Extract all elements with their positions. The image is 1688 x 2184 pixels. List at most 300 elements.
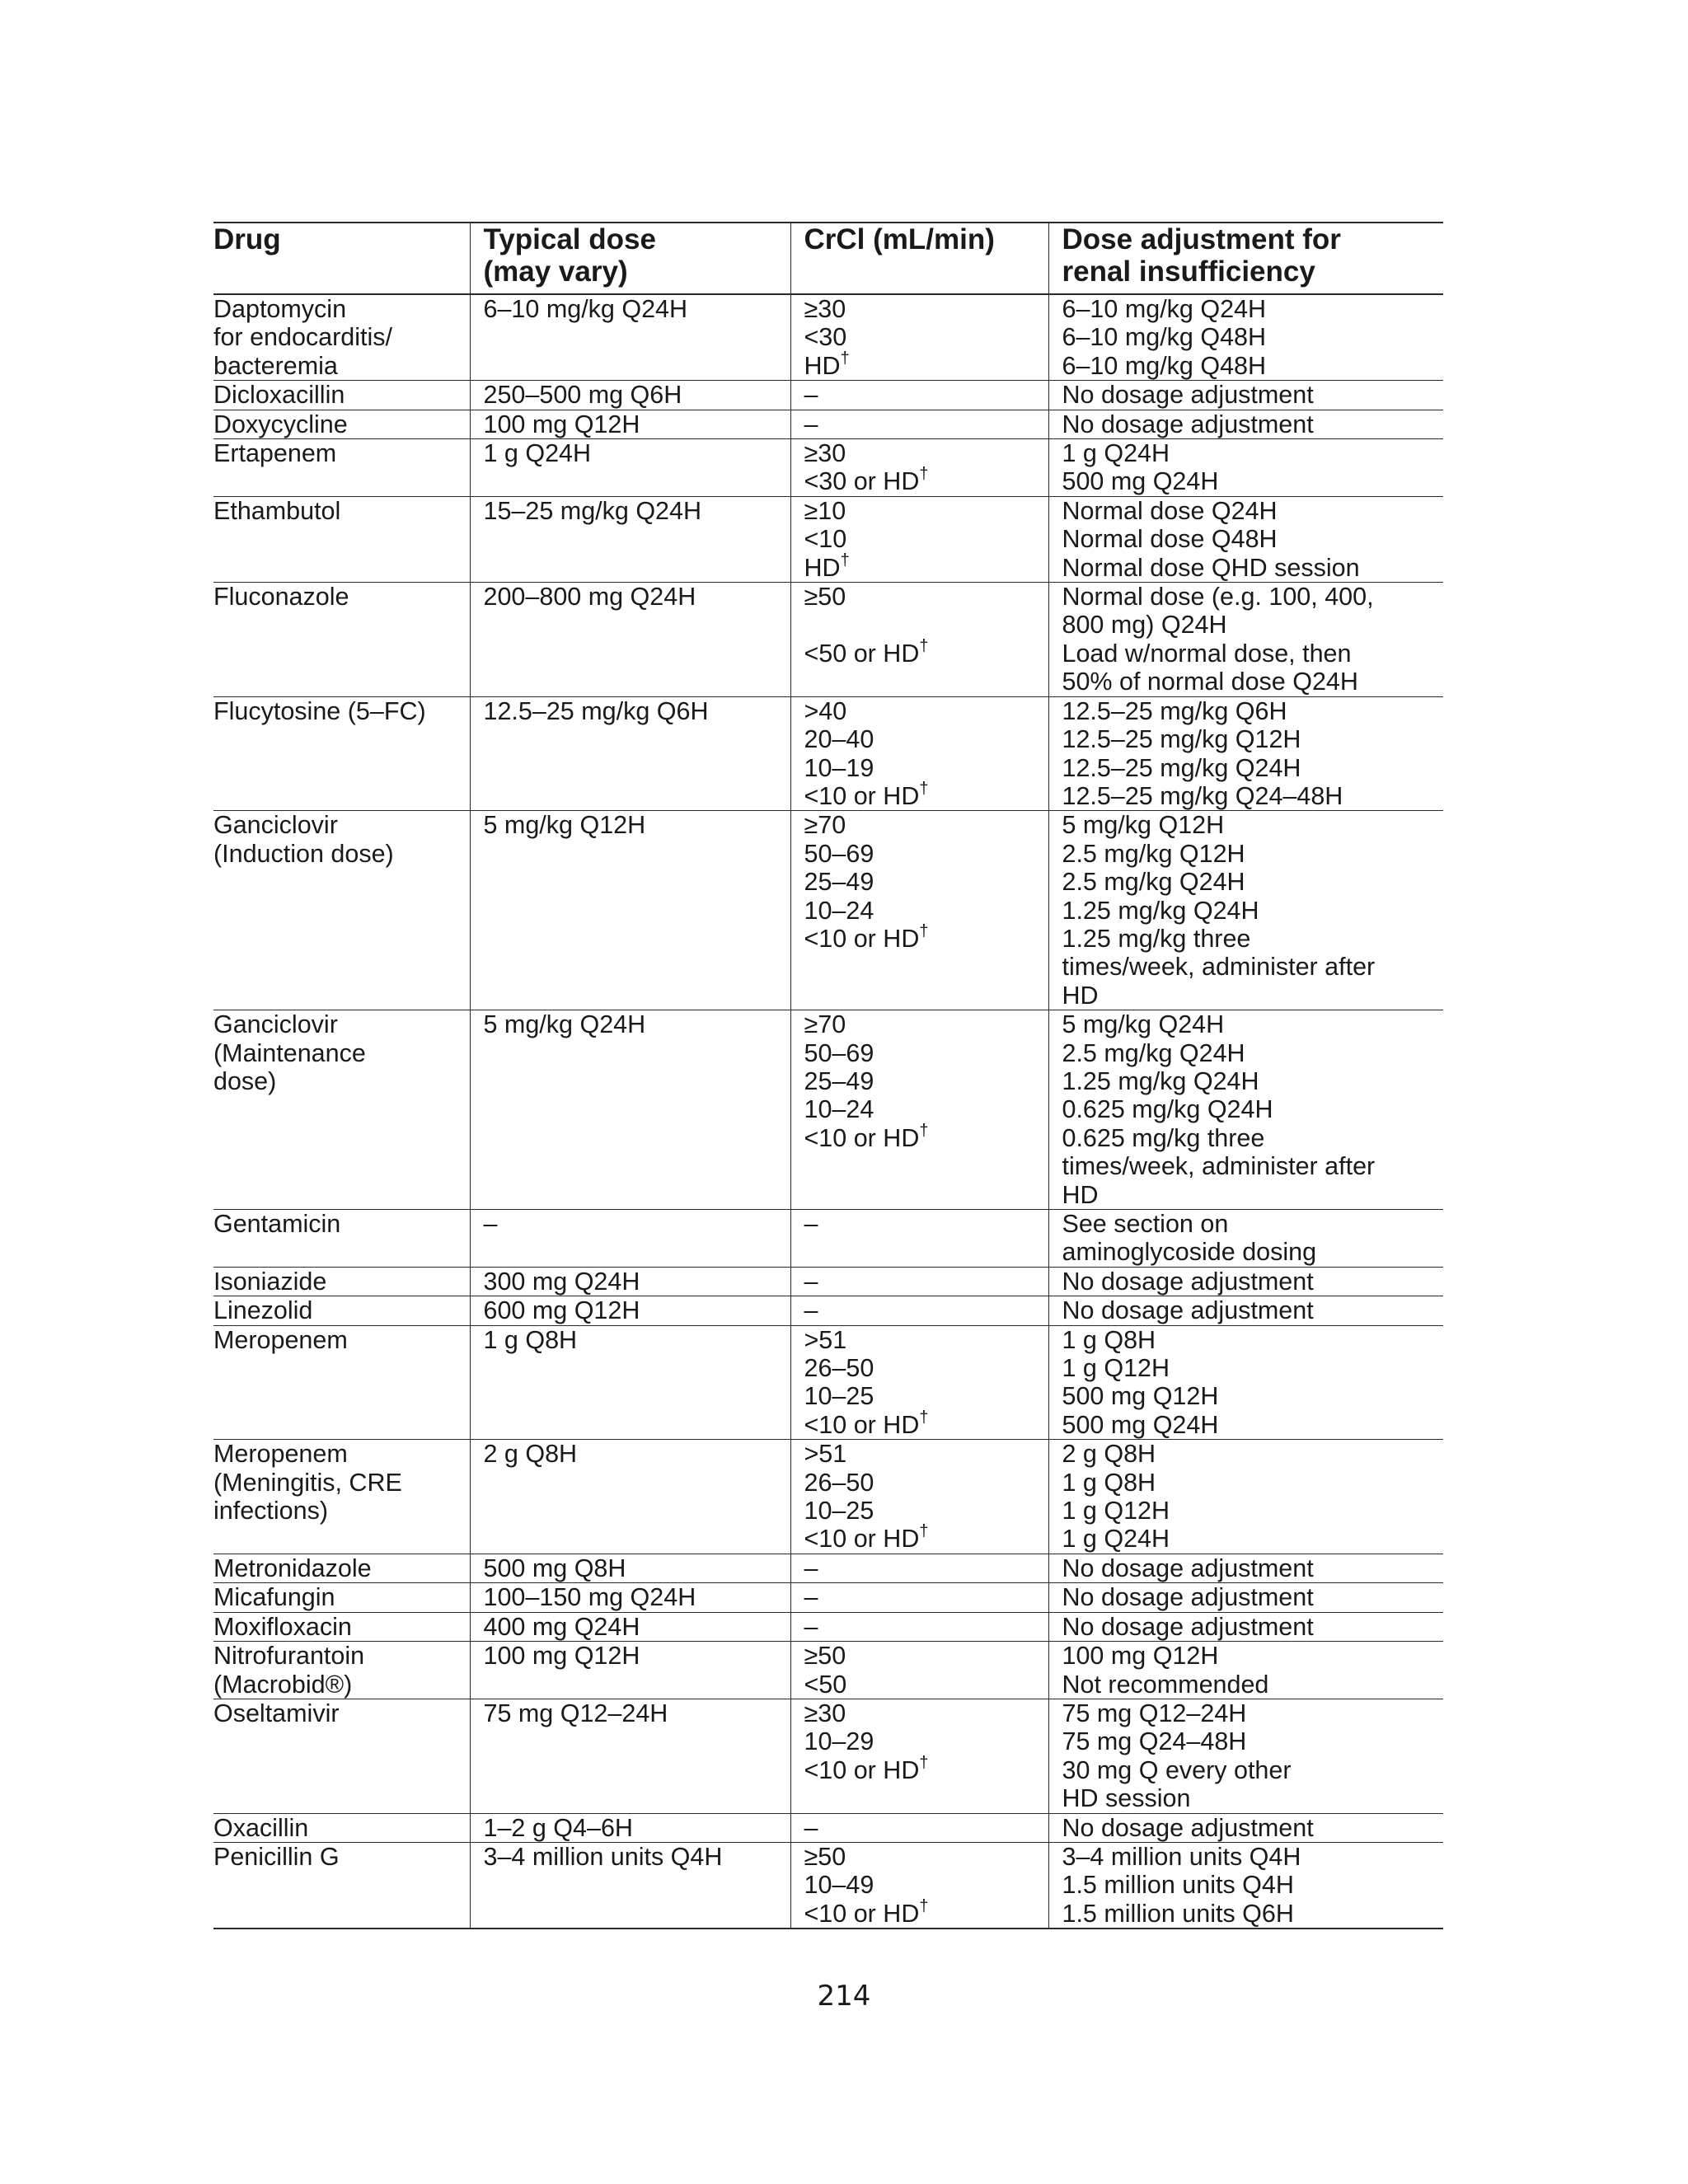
typical-dose-line: 600 mg Q12H [483,1296,640,1325]
drug-name-line: (Macrobid®) [213,1670,353,1699]
crcl-value: 10–24 [804,1095,874,1124]
table-row [213,1583,1443,1612]
drug-name-line: dose) [213,1066,277,1095]
drug-name-line: Gentamicin [213,1210,341,1238]
crcl-value: – [804,1296,818,1325]
renal-dosing-table [213,222,1443,1929]
crcl-value: ≥10 [804,496,846,525]
dose-adjustment-line: No dosage adjustment [1062,1612,1314,1641]
crcl-line [804,1522,1048,1554]
typical-dose-cell [470,1267,790,1296]
dose-adjustment-line: 12.5–25 mg/kg Q6H [1062,696,1287,725]
crcl-line [804,467,1048,495]
dose-adjustment-cell [1048,1325,1443,1440]
typical-dose-line: 12.5–25 mg/kg Q6H [483,696,709,725]
crcl-value: <10 or HD [804,1123,920,1152]
crcl-value: ≥70 [804,1010,846,1039]
drug-cell [213,1267,470,1296]
typical-dose-cell [470,1210,790,1268]
crcl-line [804,811,1048,839]
drug-cell [213,496,470,582]
drug-name-line: Ertapenem [213,439,337,468]
table-row [213,1296,1443,1325]
dagger-footnote-mark: † [919,1896,929,1915]
table-row [213,1440,1443,1554]
crcl-value: ≥30 [804,295,846,323]
typical-dose-cell [470,1010,790,1210]
crcl-line [804,1613,1048,1641]
typical-dose-line: 5 mg/kg Q24H [483,1010,646,1039]
table-row [213,1842,1443,1929]
crcl-value: HD [804,553,841,582]
drug-cell [213,1296,470,1325]
crcl-cell [790,583,1048,697]
typical-dose-line: 75 mg Q12–24H [483,1699,668,1727]
crcl-line [804,1583,1048,1611]
typical-dose-line: 2 g Q8H [483,1440,578,1469]
crcl-line [804,1871,1048,1899]
dagger-footnote-mark: † [919,465,929,484]
crcl-line [804,754,1048,782]
crcl-value: 10–25 [804,1382,874,1411]
dagger-footnote-mark: † [919,779,929,798]
drug-name-line: Isoniazide [213,1267,327,1296]
crcl-value: 10–19 [804,753,874,782]
drug-cell [213,1842,470,1929]
header-typical-dose: Typical dose (may vary) [470,223,790,294]
crcl-cell [790,1210,1048,1268]
crcl-line [804,1039,1048,1067]
drug-name-line: Ganciclovir [213,1010,338,1039]
crcl-line [804,410,1048,438]
dose-adjustment-cell [1048,1612,1443,1641]
drug-cell [213,696,470,811]
drug-cell [213,1612,470,1641]
crcl-line [804,439,1048,467]
table-row [213,811,1443,1010]
table-row [213,1325,1443,1440]
crcl-value: 50–69 [804,839,874,868]
dose-adjustment-line: No dosage adjustment [1062,1813,1314,1842]
dose-adjustment-cell [1048,1554,1443,1582]
crcl-line [804,1268,1048,1296]
crcl-line [804,1121,1048,1152]
dagger-footnote-mark: † [919,636,929,655]
crcl-line [804,349,1048,380]
table-row [213,583,1443,697]
dose-adjustment-cell [1048,1642,1443,1699]
crcl-line [804,323,1048,351]
drug-cell [213,1554,470,1582]
dose-adjustment-line: 75 mg Q24–48H [1062,1727,1247,1756]
crcl-value: <50 or HD [804,639,920,668]
dose-adjustment-line: 1 g Q24H [1062,439,1170,468]
dose-adjustment-cell [1048,294,1443,381]
crcl-cell [790,381,1048,410]
drug-cell [213,1440,470,1554]
drug-name-line: (Induction dose) [213,839,394,868]
dose-adjustment-line: Normal dose QHD session [1062,553,1360,582]
crcl-cell [790,1813,1048,1842]
crcl-line [804,1210,1048,1238]
table-row [213,1010,1443,1210]
crcl-value: >40 [804,696,847,725]
crcl-value: <10 [804,525,847,554]
crcl-line [804,921,1048,953]
dose-adjustment-line: No dosage adjustment [1062,381,1314,410]
dose-adjustment-line: aminoglycoside dosing [1062,1238,1317,1267]
table-row [213,1813,1443,1842]
crcl-cell [790,696,1048,811]
dagger-footnote-mark: † [919,1121,929,1140]
crcl-line [804,1010,1048,1038]
dose-adjustment-cell [1048,1210,1443,1268]
typical-dose-cell [470,496,790,582]
crcl-value: 25–49 [804,1066,874,1095]
crcl-cell [790,410,1048,438]
typical-dose-cell [470,696,790,811]
dose-adjustment-line: 12.5–25 mg/kg Q12H [1062,725,1301,754]
crcl-line [804,1382,1048,1410]
dose-adjustment-line: 30 mg Q every other [1062,1755,1292,1784]
drug-name-line: Nitrofurantoin [213,1642,365,1671]
typical-dose-line: 500 mg Q8H [483,1554,626,1582]
dose-adjustment-line: 12.5–25 mg/kg Q24–48H [1062,781,1343,810]
crcl-value: 10–49 [804,1871,874,1900]
drug-cell [213,1583,470,1612]
dose-adjustment-line: 100 mg Q12H [1062,1642,1219,1671]
drug-cell [213,1210,470,1268]
crcl-cell [790,294,1048,381]
typical-dose-line: 100 mg Q12H [483,410,640,438]
dose-adjustment-line: 3–4 million units Q4H [1062,1842,1301,1871]
dose-adjustment-cell [1048,1842,1443,1929]
crcl-value: – [804,1583,818,1612]
crcl-line [804,1408,1048,1439]
crcl-value: 25–49 [804,868,874,897]
crcl-cell [790,1842,1048,1929]
typical-dose-line: 15–25 mg/kg Q24H [483,496,701,525]
crcl-value: <30 [804,323,847,352]
table-header-row [213,223,1443,294]
drug-cell [213,439,470,497]
typical-dose-cell [470,1325,790,1440]
crcl-value: <10 or HD [804,1899,920,1928]
dose-adjustment-line: HD [1062,1180,1099,1209]
crcl-line [804,1727,1048,1755]
typical-dose-cell [470,583,790,697]
drug-name-line: (Meningitis, CRE [213,1468,402,1497]
dose-adjustment-line: 1 g Q8H [1062,1468,1156,1497]
crcl-value: >51 [804,1440,847,1469]
typical-dose-line: 100 mg Q12H [483,1642,640,1671]
dose-adjustment-line: 500 mg Q24H [1062,467,1219,496]
table-row [213,1612,1443,1641]
crcl-value: HD [804,351,841,380]
table-row [213,1554,1443,1582]
drug-cell [213,410,470,438]
dagger-footnote-mark: † [919,921,929,940]
dose-adjustment-line: times/week, administer after [1062,1152,1376,1181]
crcl-line [804,1699,1048,1727]
drug-cell [213,1642,470,1699]
crcl-line [804,1642,1048,1670]
crcl-line [804,636,1048,668]
dose-adjustment-line: HD [1062,981,1099,1010]
crcl-value: <10 or HD [804,781,920,810]
drug-cell [213,1813,470,1842]
crcl-line [804,295,1048,323]
dose-adjustment-line: 1.25 mg/kg Q24H [1062,896,1259,925]
drug-cell [213,1010,470,1210]
dose-adjustment-line: No dosage adjustment [1062,1554,1314,1582]
crcl-value: ≥30 [804,439,846,468]
dose-adjustment-line: 1.25 mg/kg three [1062,924,1251,953]
drug-name-line: Oseltamivir [213,1699,340,1727]
typical-dose-line: – [483,1210,498,1238]
crcl-line [804,1326,1048,1354]
drug-cell [213,294,470,381]
crcl-cell [790,1010,1048,1210]
dose-adjustment-cell [1048,439,1443,497]
dose-adjustment-cell [1048,811,1443,1010]
dose-adjustment-line: No dosage adjustment [1062,1583,1314,1612]
dose-adjustment-line: 6–10 mg/kg Q48H [1062,323,1267,352]
drug-name-line: Micafungin [213,1583,335,1612]
header-crcl: CrCl (mL/min) [790,223,1048,294]
typical-dose-cell [470,1440,790,1554]
crcl-line [804,697,1048,725]
crcl-cell [790,1440,1048,1554]
crcl-line [804,1671,1048,1699]
crcl-line [804,381,1048,409]
table-row [213,1699,1443,1813]
dose-adjustment-line: 2 g Q8H [1062,1440,1156,1469]
crcl-cell [790,1325,1048,1440]
drug-cell [213,583,470,697]
typical-dose-line: 1–2 g Q4–6H [483,1813,633,1842]
typical-dose-cell [470,381,790,410]
drug-name-line: Linezolid [213,1296,313,1325]
drug-name-line: infections) [213,1497,329,1526]
dose-adjustment-line: 0.625 mg/kg three [1062,1123,1265,1152]
drug-name-line: for endocarditis/ [213,323,392,352]
drug-name-line: Doxycycline [213,410,348,438]
typical-dose-cell [470,1296,790,1325]
table-row [213,381,1443,410]
drug-cell [213,1699,470,1813]
typical-dose-cell [470,1842,790,1929]
typical-dose-cell [470,1699,790,1813]
crcl-line [804,1896,1048,1928]
crcl-line [804,1067,1048,1095]
crcl-cell [790,1612,1048,1641]
header-dose-adjustment: Dose adjustment for renal insufficiency [1048,223,1443,294]
dagger-footnote-mark: † [840,551,850,569]
dose-adjustment-line: 2.5 mg/kg Q24H [1062,1038,1245,1067]
typical-dose-line: 250–500 mg Q6H [483,381,682,410]
crcl-value: – [804,1612,818,1641]
typical-dose-cell [470,1583,790,1612]
typical-dose-cell [470,811,790,1010]
drug-name-line: Daptomycin [213,295,347,323]
crcl-value: ≥50 [804,1842,846,1871]
table-row [213,294,1443,381]
typical-dose-line: 6–10 mg/kg Q24H [483,295,688,323]
crcl-value: – [804,1210,818,1238]
dose-adjustment-cell [1048,1440,1443,1554]
crcl-value: ≥50 [804,1642,846,1671]
dose-adjustment-line: Normal dose Q48H [1062,525,1278,554]
typical-dose-line: 100–150 mg Q24H [483,1583,696,1612]
table-row [213,410,1443,438]
drug-name-line: Penicillin G [213,1842,340,1871]
dose-adjustment-cell [1048,1010,1443,1210]
crcl-value: – [804,1554,818,1582]
crcl-value: 26–50 [804,1468,874,1497]
dose-adjustment-line: 0.625 mg/kg Q24H [1062,1095,1273,1124]
dose-adjustment-cell [1048,696,1443,811]
crcl-value: 50–69 [804,1038,874,1067]
dose-adjustment-line: 1 g Q12H [1062,1497,1170,1526]
typical-dose-cell [470,294,790,381]
drug-cell [213,811,470,1010]
dose-adjustment-line: 6–10 mg/kg Q24H [1062,295,1267,323]
table-row [213,439,1443,497]
crcl-line [804,1354,1048,1382]
crcl-line [804,583,1048,611]
typical-dose-line: 3–4 million units Q4H [483,1842,723,1871]
crcl-value: <10 or HD [804,1755,920,1784]
dose-adjustment-line: 2.5 mg/kg Q12H [1062,839,1245,868]
dose-adjustment-cell [1048,583,1443,697]
dose-adjustment-cell [1048,381,1443,410]
dose-adjustment-line: 1 g Q24H [1062,1525,1170,1554]
typical-dose-line: 5 mg/kg Q12H [483,811,646,840]
dose-adjustment-cell [1048,1267,1443,1296]
drug-name-line: Meropenem [213,1325,348,1354]
dose-adjustment-line: 5 mg/kg Q12H [1062,811,1225,840]
dose-adjustment-line: 50% of normal dose Q24H [1062,668,1358,696]
crcl-line [804,497,1048,525]
crcl-value: 10–29 [804,1727,874,1756]
crcl-line [804,525,1048,553]
typical-dose-line: 200–800 mg Q24H [483,583,696,612]
dose-adjustment-line: 12.5–25 mg/kg Q24H [1062,753,1301,782]
header-drug: Drug [213,223,470,294]
drug-cell [213,1325,470,1440]
crcl-value: <10 or HD [804,1410,920,1439]
drug-name-line: Oxacillin [213,1813,309,1842]
crcl-line [804,1296,1048,1324]
crcl-cell [790,439,1048,497]
crcl-value: – [804,410,818,438]
crcl-value: >51 [804,1325,847,1354]
dose-adjustment-line: 75 mg Q12–24H [1062,1699,1247,1727]
crcl-line [804,1753,1048,1784]
table-row [213,496,1443,582]
dose-adjustment-line: 6–10 mg/kg Q48H [1062,351,1267,380]
crcl-line [804,897,1048,925]
crcl-line [804,779,1048,810]
typical-dose-line: 1 g Q8H [483,1325,578,1354]
dose-adjustment-line: Normal dose Q24H [1062,496,1278,525]
drug-cell [213,381,470,410]
typical-dose-cell [470,1554,790,1582]
drug-name-line: Ethambutol [213,496,341,525]
crcl-value: <30 or HD [804,467,920,496]
drug-name-line: Metronidazole [213,1554,372,1582]
table-body [213,294,1443,1929]
crcl-value: <10 or HD [804,1525,920,1554]
table-row [213,1642,1443,1699]
dose-adjustment-line: 500 mg Q24H [1062,1410,1219,1439]
crcl-line [804,1497,1048,1525]
drug-name-line: (Maintenance [213,1038,366,1067]
drug-name-line: Flucytosine (5–FC) [213,696,426,725]
dagger-footnote-mark: † [919,1753,929,1772]
drug-name-line: bacteremia [213,351,338,380]
dose-adjustment-line: 5 mg/kg Q24H [1062,1010,1225,1039]
crcl-line [804,1843,1048,1871]
crcl-line [804,1814,1048,1842]
table-row [213,1267,1443,1296]
typical-dose-cell [470,1813,790,1842]
drug-name-line: Ganciclovir [213,811,338,840]
dose-adjustment-line: See section on [1062,1210,1229,1238]
drug-name-line: Dicloxacillin [213,381,345,410]
crcl-cell [790,1642,1048,1699]
dose-adjustment-line: Normal dose (e.g. 100, 400, [1062,583,1374,612]
dose-adjustment-line: 1.5 million units Q6H [1062,1899,1294,1928]
dose-adjustment-line: No dosage adjustment [1062,1296,1314,1325]
crcl-cell [790,1267,1048,1296]
typical-dose-line: 300 mg Q24H [483,1267,640,1296]
typical-dose-cell [470,439,790,497]
crcl-line [804,1440,1048,1468]
table-row [213,1210,1443,1268]
crcl-value: – [804,1267,818,1296]
dose-adjustment-line: 1.5 million units Q4H [1062,1871,1294,1900]
crcl-value: – [804,381,818,410]
crcl-line [804,611,1048,639]
table-row [213,696,1443,811]
typical-dose-cell [470,410,790,438]
dose-adjustment-line: times/week, administer after [1062,953,1376,982]
crcl-value: ≥50 [804,583,846,612]
dose-adjustment-line: No dosage adjustment [1062,410,1314,438]
crcl-line [804,1095,1048,1123]
dose-adjustment-cell [1048,1813,1443,1842]
dose-adjustment-line: 800 mg) Q24H [1062,611,1227,640]
dose-adjustment-line: 1.25 mg/kg Q24H [1062,1066,1259,1095]
crcl-value: 10–25 [804,1497,874,1526]
typical-dose-line: 400 mg Q24H [483,1612,640,1641]
dose-adjustment-cell [1048,1583,1443,1612]
dagger-footnote-mark: † [840,349,850,368]
typical-dose-line: 1 g Q24H [483,439,592,468]
drug-name-line: Moxifloxacin [213,1612,352,1641]
page-number: 214 [817,1980,871,2013]
crcl-value: 10–24 [804,896,874,925]
dose-adjustment-line: 1 g Q12H [1062,1354,1170,1383]
dose-adjustment-line: 500 mg Q12H [1062,1382,1219,1411]
crcl-line [804,1469,1048,1497]
crcl-cell [790,1583,1048,1612]
dose-adjustment-line: No dosage adjustment [1062,1267,1314,1296]
crcl-value: – [804,1813,818,1842]
crcl-value: <10 or HD [804,924,920,953]
